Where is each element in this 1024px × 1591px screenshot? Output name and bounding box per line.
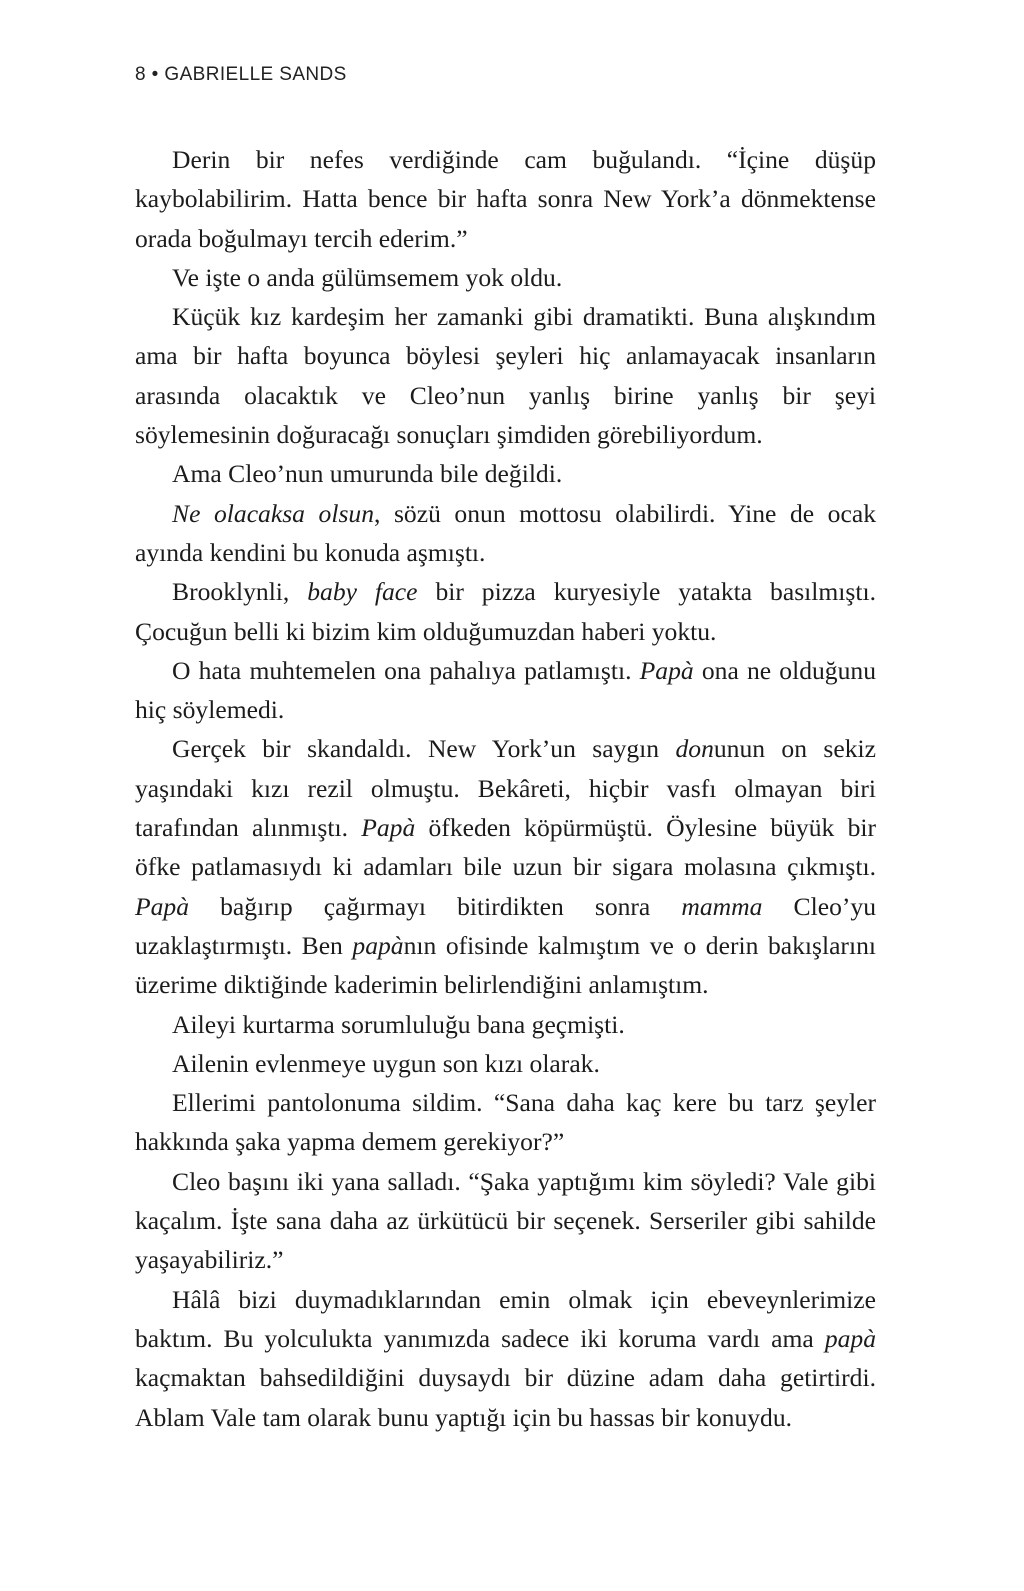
italic-run: Papà — [639, 655, 694, 685]
text-run: O hata muhtemelen ona pahalıya patlamıştı. — [172, 655, 640, 685]
paragraph — [135, 651, 876, 730]
italic-run: mamma — [681, 891, 763, 921]
text-run: Ellerimi pantolonuma sildim. “Sana daha kaç kere bu tarz şeyler hakkında şaka yapma demem gerekiyor?” — [135, 1088, 876, 1157]
paragraph — [135, 258, 876, 297]
running-head — [135, 64, 347, 86]
header-separator: • — [151, 64, 159, 85]
italic-run: Ne olacaksa olsun — [172, 498, 374, 528]
text-run: Brooklynli, — [172, 577, 308, 607]
text-run: Cleo’yu uzaklaştırmıştı. Ben — [135, 891, 877, 960]
paragraph — [135, 1083, 876, 1162]
paragraph — [135, 1044, 876, 1083]
paragraph — [135, 1162, 876, 1280]
text-run: Cleo başını iki yana salladı. “Şaka yaptığımı kim söyledi? Vale gibi kaçalım. İşte sana daha az ürkütücü bir seçenek. Serseriler gibi sahilde yaşayabiliriz.” — [135, 1166, 876, 1275]
text-run: Ve işte o anda gülümsemem yok oldu. — [172, 262, 563, 292]
text-run: Hâlâ bizi duymadıklarından emin olmak için ebeveynlerimize baktım. Bu yolculukta yanımızda sadece iki koruma vardı ama — [135, 1284, 876, 1353]
italic-run: Papà — [135, 891, 190, 921]
paragraph — [135, 572, 876, 651]
italic-run: baby face — [307, 577, 418, 607]
page-number: 8 — [135, 64, 146, 85]
paragraph — [135, 454, 876, 493]
body-text — [135, 140, 876, 1437]
text-run: unun on sekiz yaşındaki kızı rezil olmuştu. Bekâreti, hiçbir vasfı olmayan biri tarafından alınmıştı. — [135, 734, 876, 843]
text-run: Ama Cleo’nun umurunda bile değildi. — [172, 459, 563, 489]
paragraph — [135, 494, 876, 573]
text-run: Küçük kız kardeşim her zamanki gibi dramatikti. Buna alışkındım ama bir hafta boyunca böylesi şeyleri hiç anlamayacak insanların arasında olacaktık ve Cleo’nun yanlış birine yanlış bir şeyi söylemesinin doğuracağı sonuçları şimdiden görebiliyordum. — [135, 302, 876, 450]
italic-run: papà — [352, 930, 404, 960]
text-run: kaçmaktan bahsedildiğini duysaydı bir düzine adam daha getirtirdi. Ablam Vale tam olarak bunu yaptığı için bu hassas bir konuydu. — [135, 1363, 876, 1432]
text-run: öfkeden köpürmüştü. Öylesine büyük bir öfke patlamasıydı ki adamları bile uzun bir sigara molasına çıkmıştı. — [135, 813, 876, 882]
text-run: Gerçek bir skandaldı. New York’un saygın — [172, 734, 676, 764]
text-run: bir pizza kuryesiyle yatakta basılmıştı. Çocuğun belli ki bizim kim olduğumuzdan haberi yoktu. — [135, 577, 876, 646]
text-run: bağırıp çağırmayı bitirdikten sonra — [189, 891, 682, 921]
author-name: GABRIELLE SANDS — [164, 64, 347, 85]
text-run: nın ofisinde kalmıştım ve o derin bakışlarını üzerime diktiğinde kaderimin belirlendiğini anlamıştım. — [135, 930, 876, 1000]
text-run: , sözü onun mottosu olabilirdi. Yine de ocak ayında kendini bu konuda aşmıştı. — [135, 498, 876, 567]
text-run: Ailenin evlenmeye uygun son kızı olarak. — [172, 1048, 600, 1078]
text-run: Aileyi kurtarma sorumluluğu bana geçmişti. — [172, 1009, 625, 1039]
italic-run: don — [675, 734, 714, 764]
paragraph — [135, 297, 876, 454]
italic-run: Papà — [361, 813, 416, 843]
paragraph — [135, 1005, 876, 1044]
paragraph — [135, 1280, 876, 1437]
paragraph — [135, 140, 876, 258]
italic-run: papà — [824, 1323, 876, 1353]
text-run: Derin bir nefes verdiğinde cam buğulandı. “İçine düşüp kaybolabilirim. Hatta bence bir hafta sonra New York’a dönmektense orada boğulmayı tercih ederim.” — [135, 145, 876, 253]
text-run: ona ne olduğunu hiç söylemedi. — [135, 655, 876, 725]
paragraph — [135, 729, 876, 1004]
